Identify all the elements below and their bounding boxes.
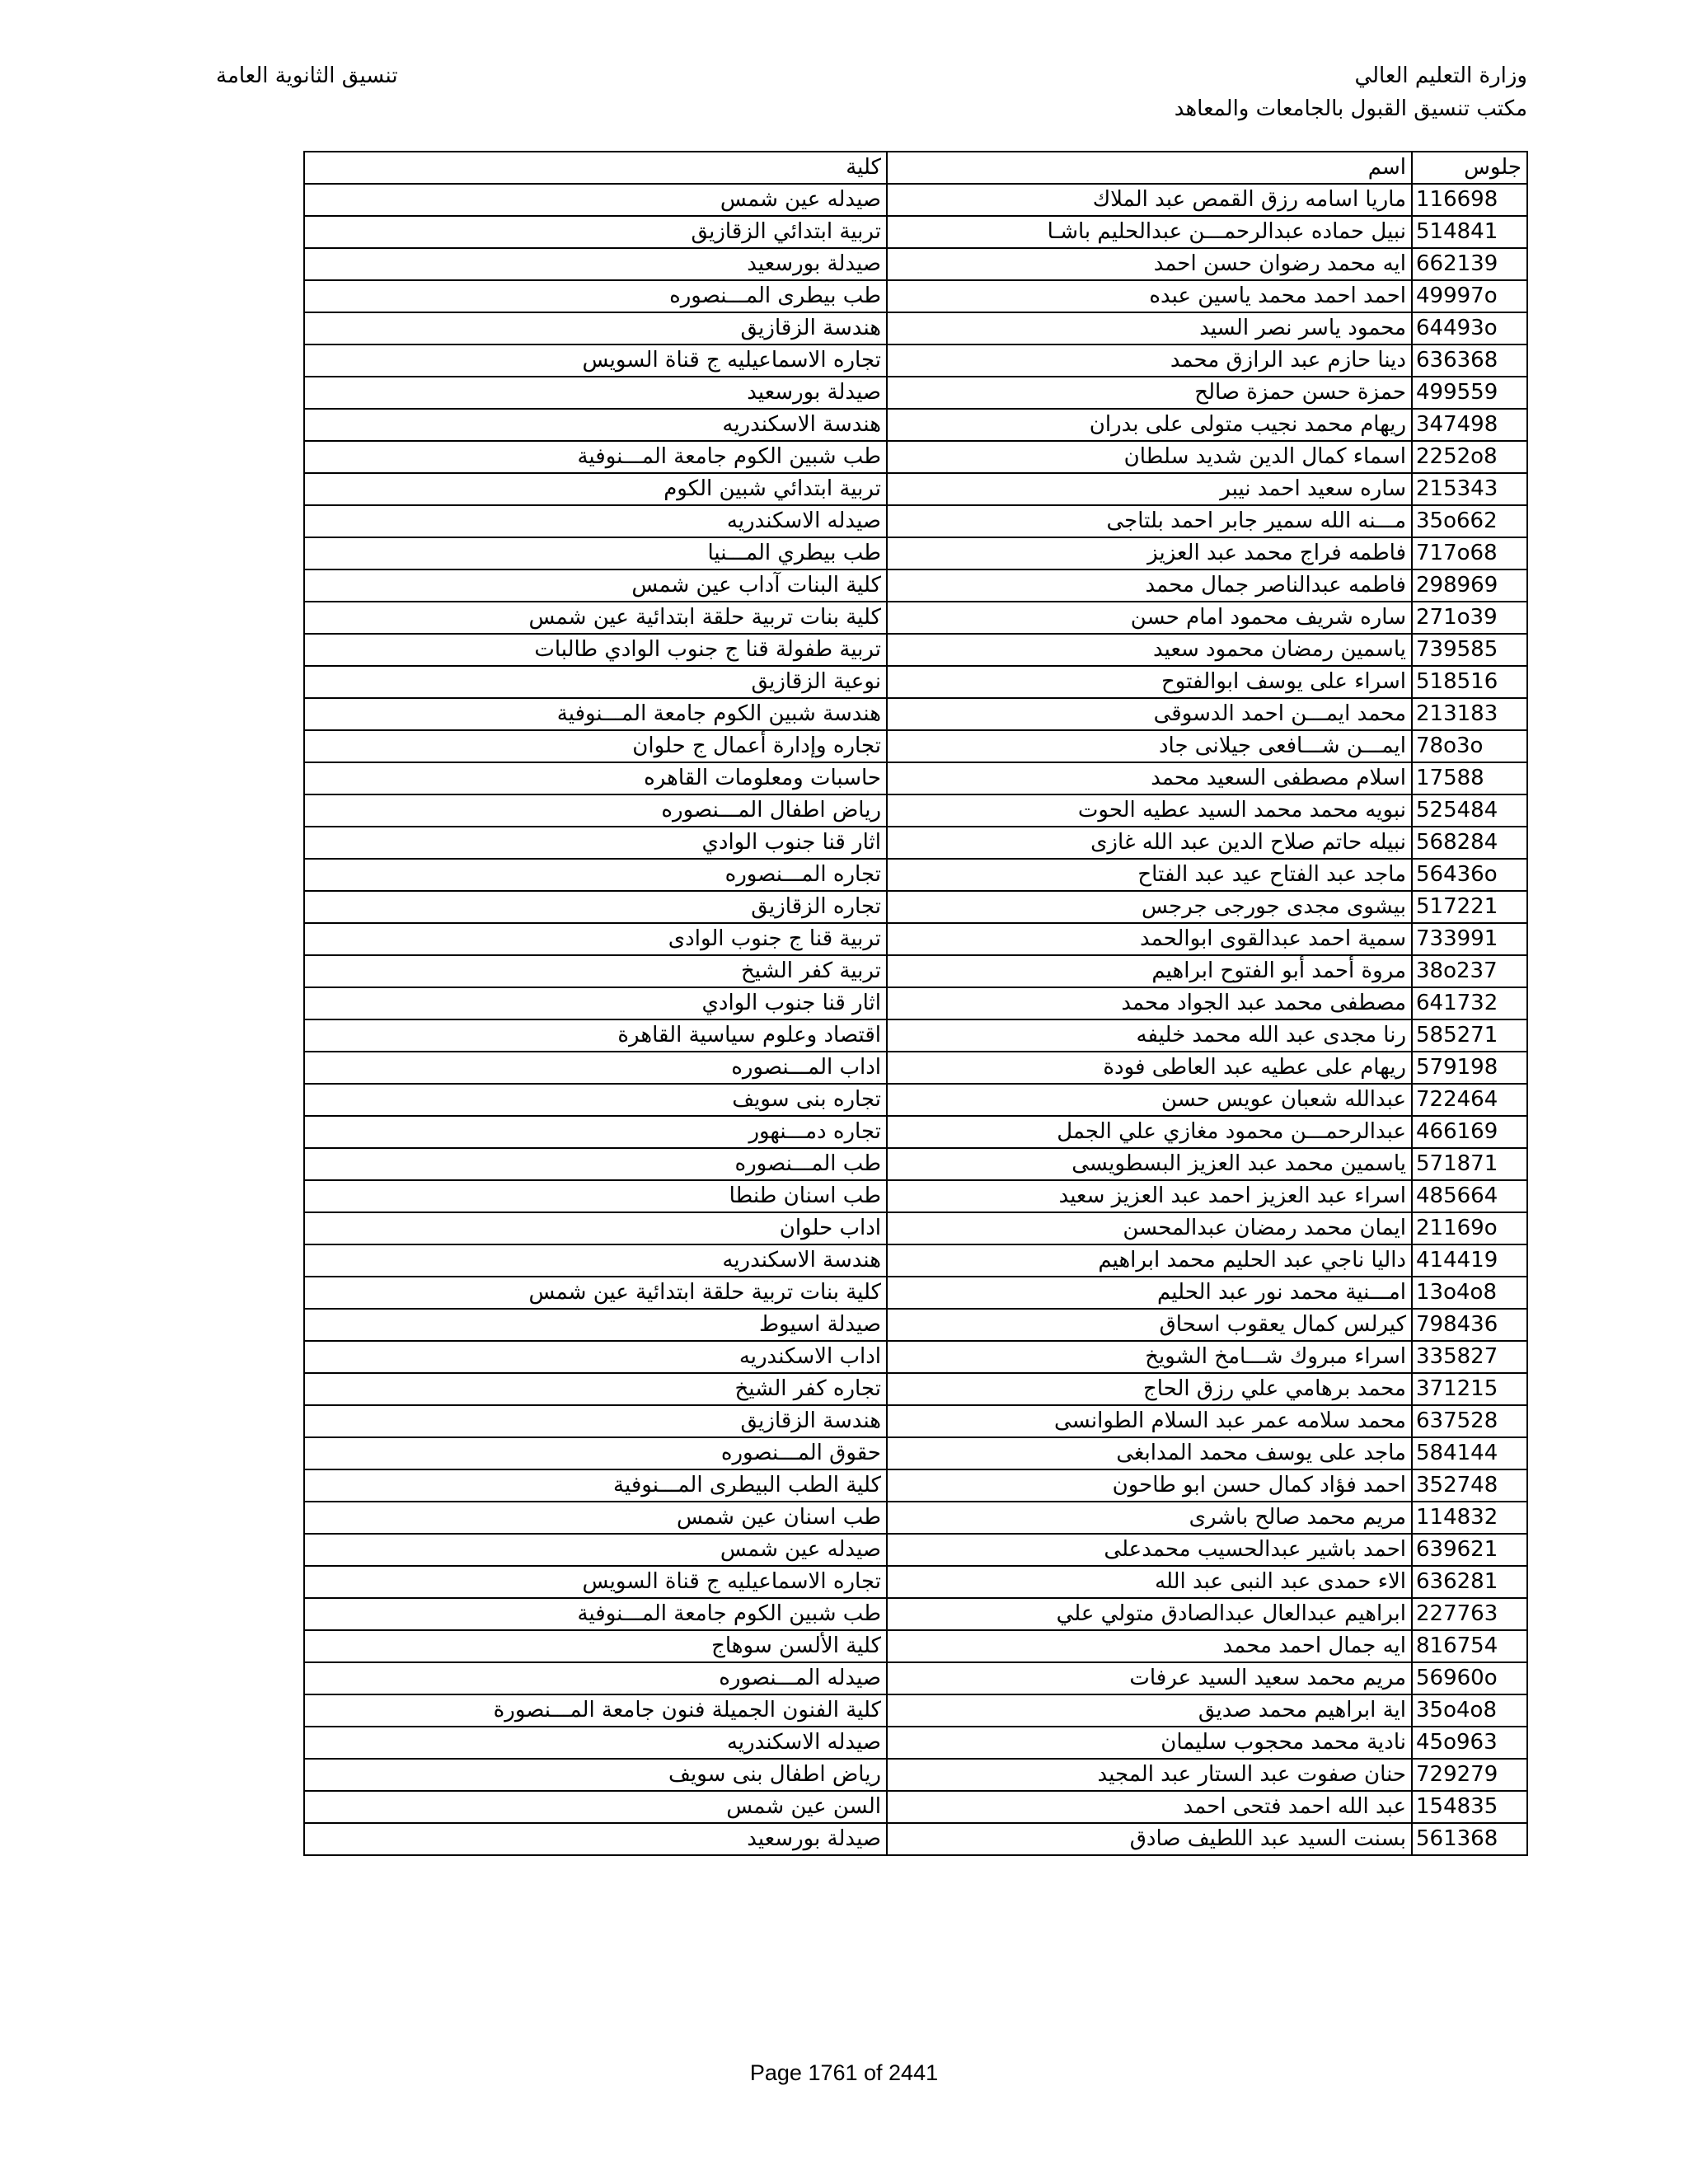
name-cell: مـــنه الله سمير جابر احمد بلتاجى — [887, 505, 1412, 537]
table-row — [304, 1309, 1527, 1341]
name-cell: مروة أحمد أبو الفتوح ابراهيم — [887, 955, 1412, 987]
table-row — [304, 1502, 1527, 1534]
faculty-cell: هندسة الاسكندريه — [304, 409, 887, 441]
name-cell: اسراء على يوسف ابوالفتوح — [887, 666, 1412, 698]
seat-cell: 568284 — [1412, 827, 1527, 859]
seat-cell: 64493o — [1412, 312, 1527, 344]
faculty-cell: صيدلة بورسعيد — [304, 377, 887, 409]
faculty-cell: كلية الفنون الجميلة فنون جامعة المـــنصورة — [304, 1694, 887, 1727]
table-row — [304, 1630, 1527, 1662]
seat-cell: 414419 — [1412, 1244, 1527, 1277]
name-cell: مريم محمد سعيد السيد عرفات — [887, 1662, 1412, 1694]
name-cell: احمد باشير عبدالحسيب محمدعلى — [887, 1534, 1412, 1566]
name-cell: ماجد على يوسف محمد المدابغى — [887, 1437, 1412, 1469]
table-row — [304, 1180, 1527, 1212]
seat-cell: 636281 — [1412, 1566, 1527, 1598]
seat-cell: 298969 — [1412, 569, 1527, 602]
faculty-cell: كلية الطب البيطرى المـــنوفية — [304, 1469, 887, 1502]
name-cell: اسلام مصطفى السعيد محمد — [887, 762, 1412, 794]
table-row — [304, 762, 1527, 794]
faculty-cell: اثار قنا جنوب الوادي — [304, 987, 887, 1019]
seat-cell: 729279 — [1412, 1759, 1527, 1791]
faculty-cell: طب المـــنصوره — [304, 1148, 887, 1180]
name-cell: امـــنية محمد نور عبد الحليم — [887, 1277, 1412, 1309]
seat-cell: 571871 — [1412, 1148, 1527, 1180]
seat-cell: 56436o — [1412, 859, 1527, 891]
table-row — [304, 1373, 1527, 1405]
name-cell: الاء حمدى عبد النبى عبد الله — [887, 1566, 1412, 1598]
seat-cell: 13o4o8 — [1412, 1277, 1527, 1309]
name-cell: ايه محمد رضوان حسن احمد — [887, 248, 1412, 280]
table-row — [304, 1534, 1527, 1566]
name-cell: نبيل حماده عبدالرحمـــن عبدالحليم باشـا — [887, 216, 1412, 248]
faculty-cell: تجاره الاسماعيليه ج قناة السويس — [304, 344, 887, 377]
seat-cell: 371215 — [1412, 1373, 1527, 1405]
name-column-header: اسم — [887, 152, 1412, 184]
name-cell: مريم محمد صالح باشرى — [887, 1502, 1412, 1534]
table-row — [304, 1694, 1527, 1727]
faculty-cell: تجاره كفر الشيخ — [304, 1373, 887, 1405]
table-row — [304, 1084, 1527, 1116]
table-row — [304, 184, 1527, 216]
table-row — [304, 1116, 1527, 1148]
table-row — [304, 1469, 1527, 1502]
faculty-cell: اقتصاد وعلوم سياسية القاهرة — [304, 1019, 887, 1052]
seat-cell: 227763 — [1412, 1598, 1527, 1630]
name-cell: نبويه محمد محمد السيد عطيه الحوت — [887, 794, 1412, 827]
name-cell: رنا مجدى عبد الله محمد خليفه — [887, 1019, 1412, 1052]
name-cell: نبيله حاتم صلاح الدين عبد الله غازى — [887, 827, 1412, 859]
seat-cell: 514841 — [1412, 216, 1527, 248]
seat-cell: 579198 — [1412, 1052, 1527, 1084]
table-row — [304, 505, 1527, 537]
faculty-cell: هندسة الزقازيق — [304, 312, 887, 344]
name-cell: حمزة حسن حمزة صالح — [887, 377, 1412, 409]
office-name: مكتب تنسيق القبول بالجامعات والمعاهد — [1174, 96, 1527, 121]
faculty-cell: صيدله المـــنصوره — [304, 1662, 887, 1694]
faculty-cell: كلية البنات آداب عين شمس — [304, 569, 887, 602]
faculty-cell: نوعية الزقازيق — [304, 666, 887, 698]
table-row — [304, 1727, 1527, 1759]
faculty-cell: حاسبات ومعلومات القاهره — [304, 762, 887, 794]
table-row — [304, 1437, 1527, 1469]
seat-cell: 561368 — [1412, 1823, 1527, 1855]
faculty-cell: تجاره الاسماعيليه ج قناة السويس — [304, 1566, 887, 1598]
table-row — [304, 1019, 1527, 1052]
table-row — [304, 730, 1527, 762]
seat-cell: 717o68 — [1412, 537, 1527, 569]
header-ministry-block — [1175, 59, 1527, 125]
faculty-cell: تجاره المـــنصوره — [304, 859, 887, 891]
faculty-cell: اداب حلوان — [304, 1212, 887, 1244]
faculty-cell: صيدلة اسيوط — [304, 1309, 887, 1341]
name-cell: محمد برهامي علي رزق الحاج — [887, 1373, 1412, 1405]
seat-cell: 798436 — [1412, 1309, 1527, 1341]
seat-cell: 485664 — [1412, 1180, 1527, 1212]
name-cell: ايمان محمد رمضان عبدالمحسن — [887, 1212, 1412, 1244]
table-row — [304, 1759, 1527, 1791]
name-cell: اسراء عبد العزيز احمد عبد العزيز سعيد — [887, 1180, 1412, 1212]
name-cell: مصطفى محمد عبد الجواد محمد — [887, 987, 1412, 1019]
table-row — [304, 891, 1527, 923]
name-cell: سمية احمد عبدالقوى ابوالحمد — [887, 923, 1412, 955]
seat-cell: 45o963 — [1412, 1727, 1527, 1759]
seat-cell: 154835 — [1412, 1791, 1527, 1823]
seat-cell: 518516 — [1412, 666, 1527, 698]
seat-cell: 641732 — [1412, 987, 1527, 1019]
faculty-cell: طب بيطرى المـــنصوره — [304, 280, 887, 312]
table-row — [304, 216, 1527, 248]
table-row — [304, 666, 1527, 698]
name-cell: فاطمه فراج محمد عبد العزيز — [887, 537, 1412, 569]
faculty-cell: طب اسنان عين شمس — [304, 1502, 887, 1534]
name-cell: محمد ايمـــن احمد الدسوقى — [887, 698, 1412, 730]
faculty-cell: صيدلة بورسعيد — [304, 248, 887, 280]
name-cell: بسنت السيد عبد اللطيف صادق — [887, 1823, 1412, 1855]
table-row — [304, 859, 1527, 891]
table-row — [304, 1791, 1527, 1823]
seat-cell: 525484 — [1412, 794, 1527, 827]
table-row — [304, 794, 1527, 827]
name-cell: ريهام على عطيه عبد العاطى فودة — [887, 1052, 1412, 1084]
name-cell: اسراء مبروك شـــامخ الشويخ — [887, 1341, 1412, 1373]
table-row — [304, 248, 1527, 280]
faculty-cell: طب شبين الكوم جامعة المـــنوفية — [304, 1598, 887, 1630]
table-row — [304, 1823, 1527, 1855]
seat-column-header: جلوس — [1412, 152, 1527, 184]
seat-cell: 35o662 — [1412, 505, 1527, 537]
name-cell: ماريا اسامه رزق القمص عبد الملاك — [887, 184, 1412, 216]
seat-cell: 722464 — [1412, 1084, 1527, 1116]
seat-cell: 17588 — [1412, 762, 1527, 794]
name-cell: محمد سلامه عمر عبد السلام الطوانسى — [887, 1405, 1412, 1437]
table-row — [304, 1212, 1527, 1244]
seat-cell: 352748 — [1412, 1469, 1527, 1502]
table-row — [304, 312, 1527, 344]
faculty-cell: تجاره وإدارة أعمال ج حلوان — [304, 730, 887, 762]
name-cell: محمود ياسر نصر السيد — [887, 312, 1412, 344]
name-cell: دينا حازم عبد الرازق محمد — [887, 344, 1412, 377]
seat-cell: 78o3o — [1412, 730, 1527, 762]
seat-cell: 637528 — [1412, 1405, 1527, 1437]
name-cell: ايه جمال احمد محمد — [887, 1630, 1412, 1662]
faculty-cell: كلية بنات تربية حلقة ابتدائية عين شمس — [304, 1277, 887, 1309]
table-row — [304, 602, 1527, 634]
faculty-cell: صيدله عين شمس — [304, 184, 887, 216]
table-row — [304, 827, 1527, 859]
faculty-cell: رياض اطفال بنى سويف — [304, 1759, 887, 1791]
faculty-cell: تربية قنا ج جنوب الوادى — [304, 923, 887, 955]
name-cell: ايمـــن شـــافعى جيلانى جاد — [887, 730, 1412, 762]
seat-cell: 584144 — [1412, 1437, 1527, 1469]
faculty-cell: تجاره الزقازيق — [304, 891, 887, 923]
table-row — [304, 1052, 1527, 1084]
name-cell: كيرلس كمال يعقوب اسحاق — [887, 1309, 1412, 1341]
table-row — [304, 955, 1527, 987]
table-row — [304, 344, 1527, 377]
table-row — [304, 377, 1527, 409]
seat-cell: 114832 — [1412, 1502, 1527, 1534]
seat-cell: 38o237 — [1412, 955, 1527, 987]
seat-cell: 499559 — [1412, 377, 1527, 409]
seat-cell: 585271 — [1412, 1019, 1527, 1052]
seat-cell: 347498 — [1412, 409, 1527, 441]
faculty-cell: صيدله الاسكندريه — [304, 1727, 887, 1759]
faculty-cell: كلية بنات تربية حلقة ابتدائية عين شمس — [304, 602, 887, 634]
page-number: Page 1761 of 2441 — [749, 2060, 939, 2085]
table-row — [304, 1341, 1527, 1373]
faculty-cell: تربية ابتدائي الزقازيق — [304, 216, 887, 248]
faculty-cell: هندسة شبين الكوم جامعة المـــنوفية — [304, 698, 887, 730]
name-cell: عبدالرحمـــن محمود مغازي علي الجمل — [887, 1116, 1412, 1148]
faculty-cell: صيدله الاسكندريه — [304, 505, 887, 537]
faculty-cell: اثار قنا جنوب الوادي — [304, 827, 887, 859]
table-row — [304, 698, 1527, 730]
table-row — [304, 1277, 1527, 1309]
table-row — [304, 1662, 1527, 1694]
table-row — [304, 441, 1527, 473]
seat-cell: 662139 — [1412, 248, 1527, 280]
name-cell: فاطمه عبدالناصر جمال محمد — [887, 569, 1412, 602]
seat-cell: 215343 — [1412, 473, 1527, 505]
seat-cell: 56960o — [1412, 1662, 1527, 1694]
seat-cell: 271o39 — [1412, 602, 1527, 634]
seat-cell: 335827 — [1412, 1341, 1527, 1373]
faculty-column-header: كلية — [304, 152, 887, 184]
seat-cell: 35o4o8 — [1412, 1694, 1527, 1727]
seat-cell: 739585 — [1412, 634, 1527, 666]
faculty-cell: حقوق المـــنصوره — [304, 1437, 887, 1469]
table-row — [304, 537, 1527, 569]
name-cell: ابراهيم عبدالعال عبدالصادق متولي علي — [887, 1598, 1412, 1630]
faculty-cell: هندسة الاسكندريه — [304, 1244, 887, 1277]
faculty-cell: طب اسنان طنطا — [304, 1180, 887, 1212]
seat-cell: 639621 — [1412, 1534, 1527, 1566]
seat-cell: 636368 — [1412, 344, 1527, 377]
name-cell: ساره سعيد احمد نيبر — [887, 473, 1412, 505]
seat-cell: 2252o8 — [1412, 441, 1527, 473]
table-row — [304, 1566, 1527, 1598]
name-cell: ياسمين محمد عبد العزيز البسطويسى — [887, 1148, 1412, 1180]
name-cell: نادية محمد محجوب سليمان — [887, 1727, 1412, 1759]
faculty-cell: اداب المـــنصوره — [304, 1052, 887, 1084]
name-cell: ريهام محمد نجيب متولى على بدران — [887, 409, 1412, 441]
table-row — [304, 409, 1527, 441]
table-row — [304, 569, 1527, 602]
seat-cell: 213183 — [1412, 698, 1527, 730]
faculty-cell: كلية الألسن سوهاج — [304, 1630, 887, 1662]
faculty-cell: هندسة الزقازيق — [304, 1405, 887, 1437]
seat-cell: 21169o — [1412, 1212, 1527, 1244]
name-cell: داليا ناجي عبد الحليم محمد ابراهيم — [887, 1244, 1412, 1277]
seat-cell: 816754 — [1412, 1630, 1527, 1662]
name-cell: اسماء كمال الدين شديد سلطان — [887, 441, 1412, 473]
table-row — [304, 987, 1527, 1019]
name-cell: ماجد عبد الفتاح عيد عبد الفتاح — [887, 859, 1412, 891]
table-row — [304, 923, 1527, 955]
faculty-cell: تجاره دمـــنهور — [304, 1116, 887, 1148]
name-cell: احمد فؤاد كمال حسن ابو طاحون — [887, 1469, 1412, 1502]
table-row — [304, 634, 1527, 666]
table-row — [304, 473, 1527, 505]
admission-table — [303, 151, 1528, 1856]
seat-cell: 49997o — [1412, 280, 1527, 312]
seat-cell: 116698 — [1412, 184, 1527, 216]
faculty-cell: تربية ابتدائي شبين الكوم — [304, 473, 887, 505]
faculty-cell: طب شبين الكوم جامعة المـــنوفية — [304, 441, 887, 473]
faculty-cell: اداب الاسكندريه — [304, 1341, 887, 1373]
seat-cell: 733991 — [1412, 923, 1527, 955]
table-row — [304, 280, 1527, 312]
table-row — [304, 1148, 1527, 1180]
faculty-cell: تربية كفر الشيخ — [304, 955, 887, 987]
name-cell: حنان صفوت عبد الستار عبد المجيد — [887, 1759, 1412, 1791]
seat-cell: 517221 — [1412, 891, 1527, 923]
faculty-cell: صيدلة بورسعيد — [304, 1823, 887, 1855]
faculty-cell: تجاره بنى سويف — [304, 1084, 887, 1116]
name-cell: بيشوى مجدى جورجى جرجس — [887, 891, 1412, 923]
seat-cell: 466169 — [1412, 1116, 1527, 1148]
name-cell: ساره شريف محمود امام حسن — [887, 602, 1412, 634]
name-cell: ياسمين رمضان محمود سعيد — [887, 634, 1412, 666]
faculty-cell: صيدله عين شمس — [304, 1534, 887, 1566]
name-cell: عبد الله احمد فتحى احمد — [887, 1791, 1412, 1823]
name-cell: احمد احمد محمد ياسين عبده — [887, 280, 1412, 312]
faculty-cell: السن عين شمس — [304, 1791, 887, 1823]
faculty-cell: رياض اطفال المـــنصوره — [304, 794, 887, 827]
header-left-title: تنسيق الثانوية العامة — [216, 63, 398, 88]
table-row — [304, 1405, 1527, 1437]
table-row — [304, 1244, 1527, 1277]
faculty-cell: طب بيطري المـــنيا — [304, 537, 887, 569]
faculty-cell: تربية طفولة قنا ج جنوب الوادي طالبات — [304, 634, 887, 666]
name-cell: اية ابراهيم محمد صديق — [887, 1694, 1412, 1727]
table-header-row — [304, 152, 1527, 184]
ministry-name: وزارة التعليم العالي — [1354, 63, 1527, 88]
name-cell: عبدالله شعبان عويس حسن — [887, 1084, 1412, 1116]
table-row — [304, 1598, 1527, 1630]
